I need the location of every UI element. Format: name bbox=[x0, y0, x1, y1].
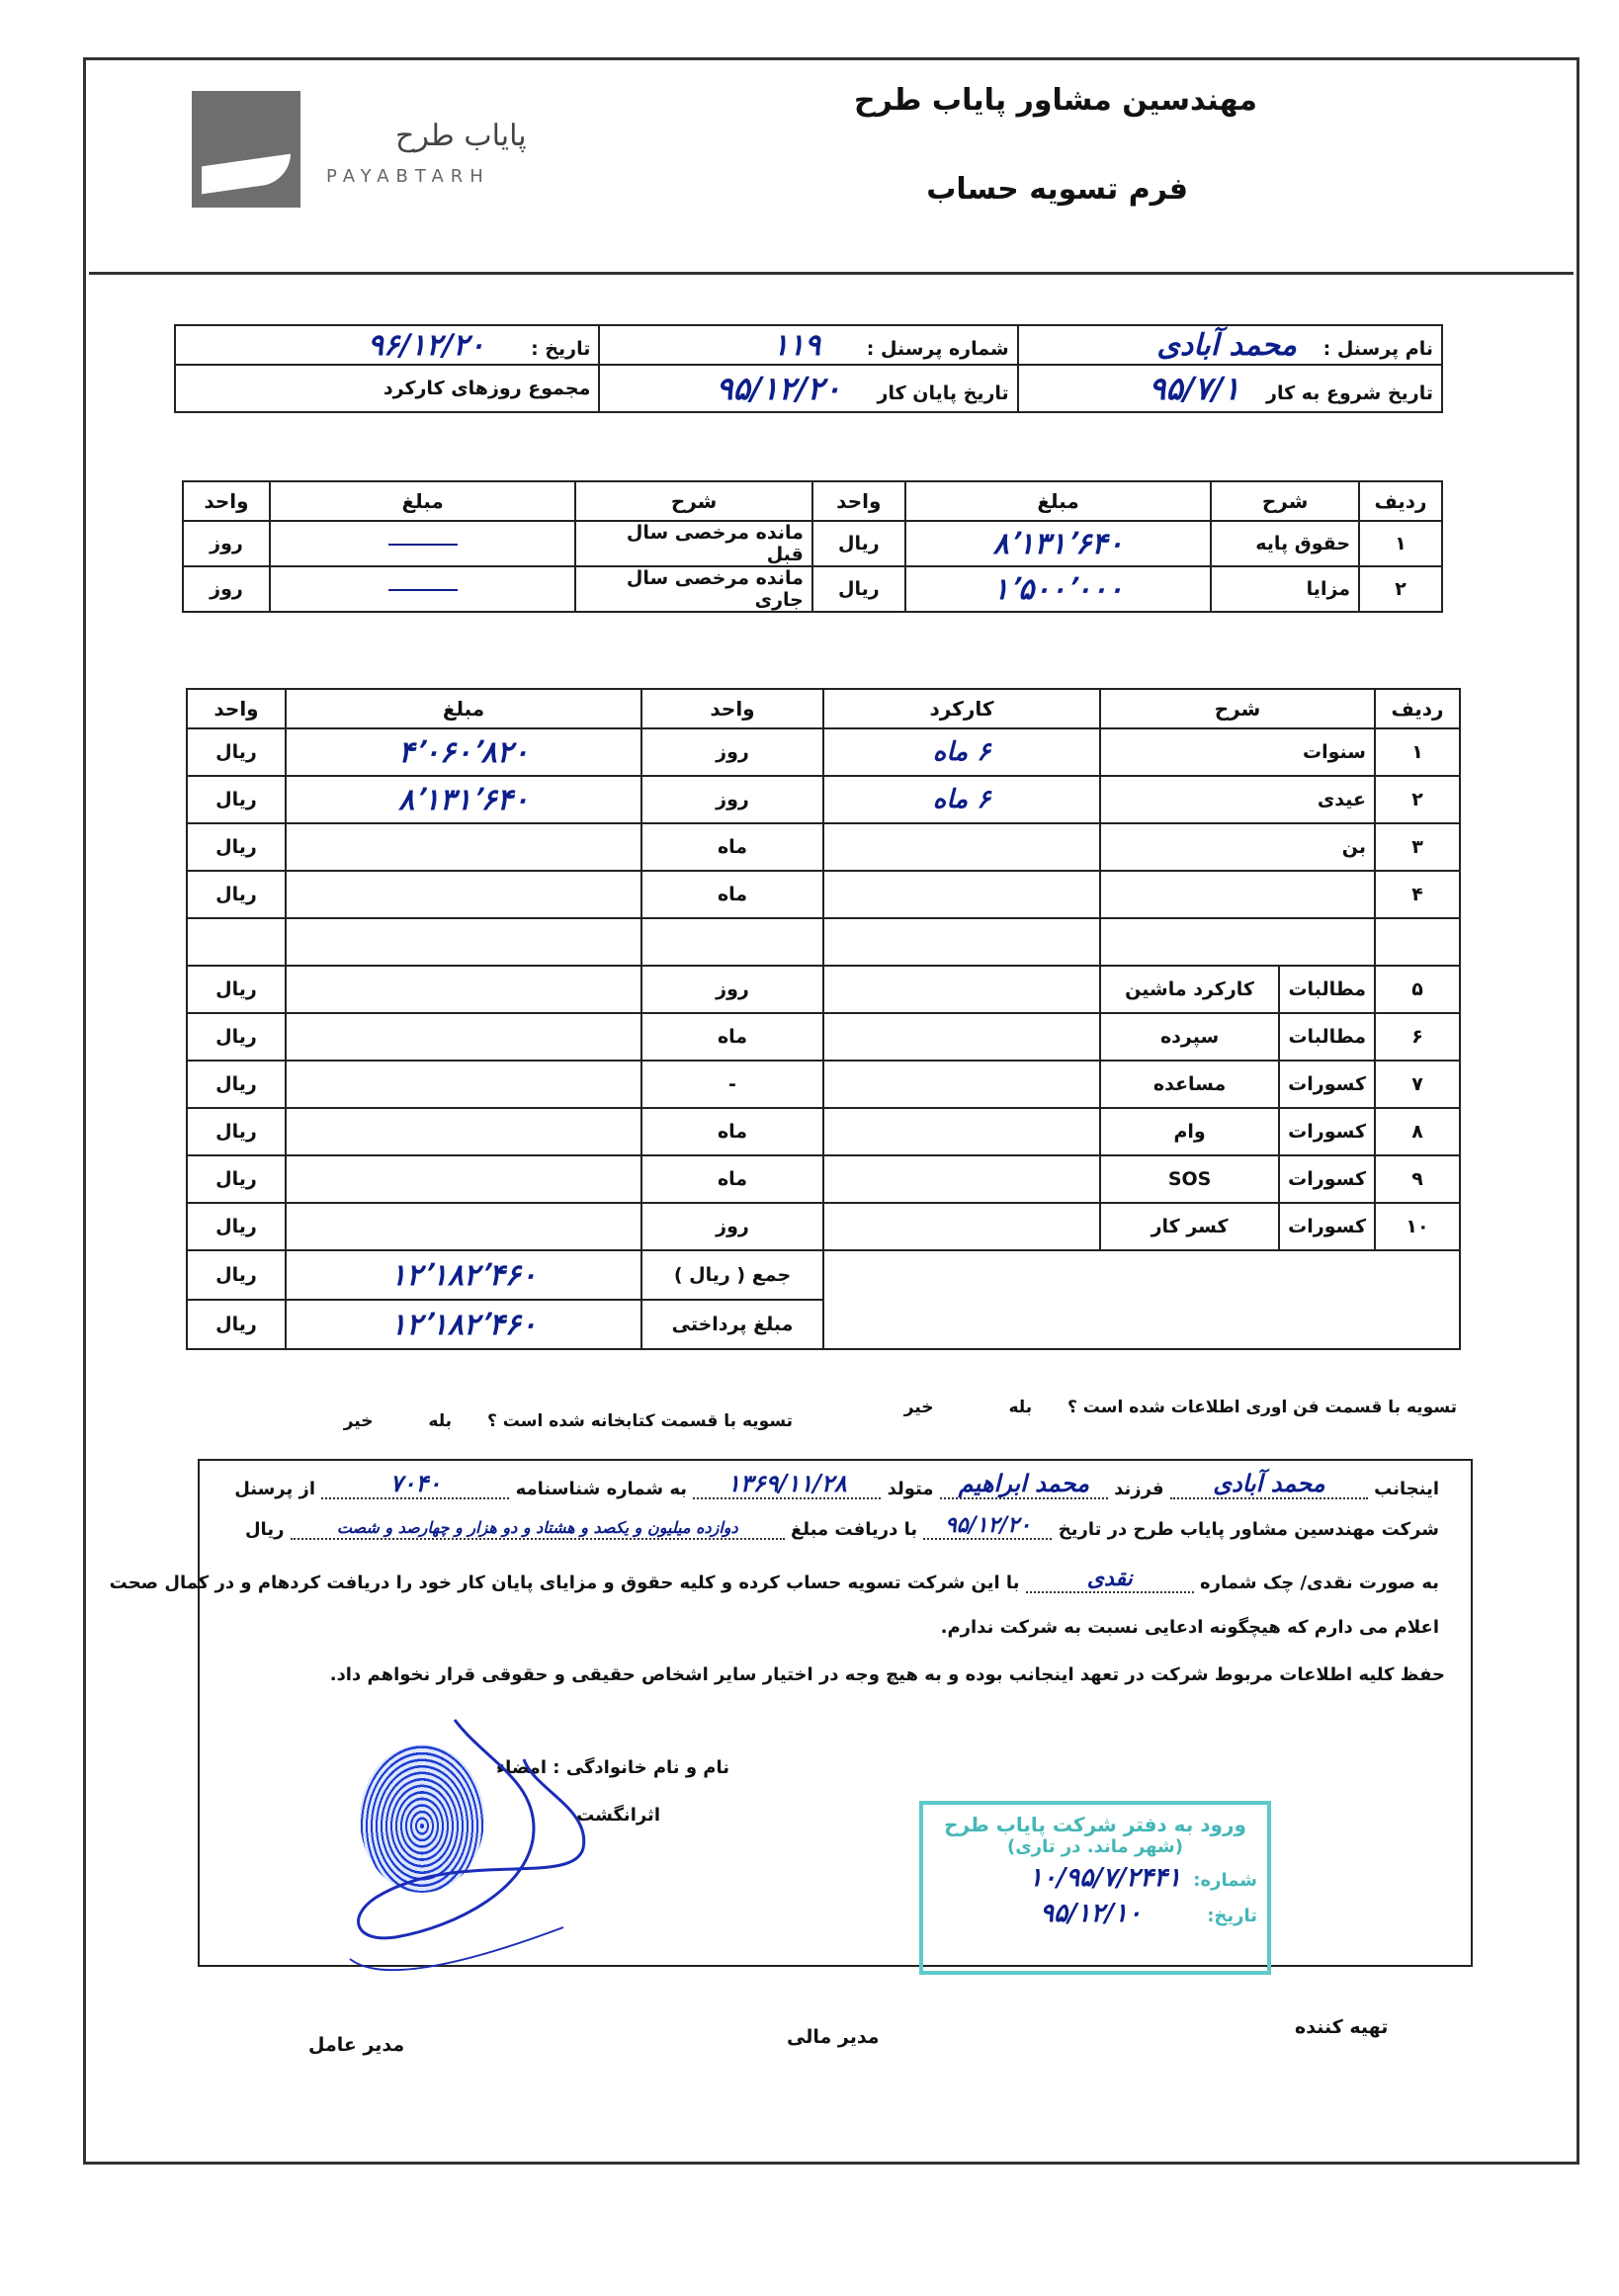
decl-name: محمد آبادی bbox=[1213, 1469, 1325, 1497]
row-work bbox=[823, 871, 1100, 918]
col-unit: واحد bbox=[641, 689, 823, 728]
row-amount: ۸٬۱۳۱٬۶۴۰ bbox=[905, 521, 1212, 566]
row-amount bbox=[286, 918, 641, 966]
decl-text: از پرسنل bbox=[234, 1479, 316, 1499]
row-unit: روز bbox=[641, 966, 823, 1013]
start-label: تاریخ شروع به کار bbox=[1266, 383, 1433, 404]
ceo-label: مدیر عامل bbox=[308, 2034, 405, 2056]
row-amount bbox=[286, 1203, 641, 1250]
col-row: ردیف bbox=[1375, 689, 1460, 728]
table-row bbox=[187, 1108, 1460, 1155]
row-category: مطالبات bbox=[1279, 1013, 1375, 1061]
row-amount bbox=[286, 1061, 641, 1108]
total-label: جمع ( ریال ) bbox=[641, 1250, 823, 1300]
stamp-line-2: (شهر ماند. در تاری) bbox=[1007, 1836, 1183, 1857]
row-num: ۹ bbox=[1375, 1155, 1460, 1203]
row-category: کسورات bbox=[1279, 1061, 1375, 1108]
decl-text: به صورت نقدی/ چک شماره bbox=[1200, 1573, 1439, 1593]
total-value: ۱۲٬۱۸۲٬۴۶۰ bbox=[286, 1250, 641, 1300]
col-currency: واحد bbox=[187, 689, 286, 728]
library-no: خیر bbox=[343, 1411, 374, 1431]
row-category: کسورات bbox=[1279, 1155, 1375, 1203]
signature-mark bbox=[336, 1700, 652, 1997]
row-num: ۱ bbox=[1359, 521, 1442, 566]
number-value: ۱۱۹ bbox=[772, 327, 821, 363]
table-row bbox=[187, 871, 1460, 918]
row-currency: ریال bbox=[187, 823, 286, 871]
row-desc: سپرده bbox=[1100, 1013, 1279, 1061]
row-currency: ریال bbox=[187, 776, 286, 823]
decl-check: نقدی bbox=[1086, 1566, 1133, 1591]
stamp-line-1: ورود به دفتر شرکت پایاب طرح bbox=[944, 1813, 1246, 1836]
row-unit: روز bbox=[641, 776, 823, 823]
declaration-line-5: حفظ کلیه اطلاعات مربوط شرکت در تعهد اینجانب بوده و به هیچ وجه در اختیار سایر اشخاص حقیقی و حقوقی قرار نخواهم داد. bbox=[329, 1664, 1445, 1685]
row-unit: روز bbox=[641, 1203, 823, 1250]
col-row: ردیف bbox=[1359, 481, 1442, 521]
table-row bbox=[187, 776, 1460, 823]
row-unit bbox=[641, 918, 823, 966]
row-unit: روز bbox=[641, 728, 823, 776]
row-desc: کسر کار bbox=[1100, 1203, 1279, 1250]
table-row bbox=[187, 1061, 1460, 1108]
form-header bbox=[89, 63, 1574, 275]
row-work bbox=[823, 918, 1100, 966]
row-amount2 bbox=[270, 566, 575, 612]
row-work bbox=[823, 1108, 1100, 1155]
decl-father: محمد ابراهیم bbox=[958, 1469, 1089, 1497]
it-yes: بله bbox=[1008, 1398, 1033, 1417]
row-currency bbox=[187, 918, 286, 966]
row-amount bbox=[286, 871, 641, 918]
row-num: ۱ bbox=[1375, 728, 1460, 776]
row-currency: ریال bbox=[187, 966, 286, 1013]
row-amount: ۱٬۵۰۰٬۰۰۰ bbox=[905, 566, 1212, 612]
library-yes: بله bbox=[428, 1411, 453, 1431]
salary-table bbox=[182, 480, 1443, 613]
row-unit: ریال bbox=[812, 566, 905, 612]
row-amount bbox=[286, 966, 641, 1013]
payable-currency: ریال bbox=[187, 1300, 286, 1349]
row-desc: بن bbox=[1100, 823, 1375, 871]
stamp-number: ۱۰/۹۵/۷/۲۴۴۱ bbox=[1028, 1863, 1181, 1893]
row-desc: حقوق پایه bbox=[1211, 521, 1359, 566]
row-work bbox=[823, 1203, 1100, 1250]
col-desc2: شرح bbox=[575, 481, 812, 521]
table-row bbox=[187, 1013, 1460, 1061]
row-num: ۵ bbox=[1375, 966, 1460, 1013]
logo-text-en: PAYABTARH bbox=[326, 166, 490, 187]
row-num bbox=[1375, 918, 1460, 966]
end-value: ۹۵/۱۲/۲۰ bbox=[716, 370, 841, 407]
decl-date: ۹۵/۱۲/۲۰ bbox=[944, 1512, 1031, 1538]
logo-text-fa: پایاب طرح bbox=[395, 119, 527, 153]
settlement-table bbox=[186, 688, 1461, 1350]
date-label: تاریخ : bbox=[531, 337, 591, 360]
row-unit: ریال bbox=[812, 521, 905, 566]
row-work bbox=[823, 823, 1100, 871]
row-desc: کارکرد ماشین bbox=[1100, 966, 1279, 1013]
table-row bbox=[187, 918, 1460, 966]
decl-amount-words: دوازده میلیون و یکصد و هشتاد و دو هزار و چهارصد و شصت bbox=[336, 1518, 738, 1537]
row-desc: سنوات bbox=[1100, 728, 1375, 776]
row-currency: ریال bbox=[187, 1108, 286, 1155]
decl-birth: ۱۳۶۹/۱۱/۲۸ bbox=[726, 1469, 847, 1497]
row-desc2: مانده مرخصی سال قبل bbox=[575, 521, 812, 566]
date-value: ۹۶/۱۲/۲۰ bbox=[367, 327, 485, 363]
row-unit: ماه bbox=[641, 1013, 823, 1061]
col-work: کارکرد bbox=[823, 689, 1100, 728]
row-num: ۸ bbox=[1375, 1108, 1460, 1155]
row-work bbox=[823, 1013, 1100, 1061]
table-row bbox=[187, 823, 1460, 871]
library-question: تسویه با قسمت کتابخانه شده است ؟ bbox=[486, 1411, 793, 1431]
row-num: ۷ bbox=[1375, 1061, 1460, 1108]
row-num: ۲ bbox=[1375, 776, 1460, 823]
decl-text: ریال bbox=[244, 1519, 285, 1540]
row-desc: وام bbox=[1100, 1108, 1279, 1155]
row-currency: ریال bbox=[187, 1013, 286, 1061]
col-amount2: مبلغ bbox=[270, 481, 575, 521]
row-unit: - bbox=[641, 1061, 823, 1108]
stamp-number-label: شماره: bbox=[1193, 1870, 1257, 1891]
declaration-line-2 bbox=[245, 1512, 1439, 1540]
row-amount bbox=[286, 1155, 641, 1203]
col-amount: مبلغ bbox=[905, 481, 1212, 521]
row-currency: ریال bbox=[187, 871, 286, 918]
table-row bbox=[183, 566, 1442, 612]
company-logo bbox=[192, 91, 300, 208]
row-currency: ریال bbox=[187, 1155, 286, 1203]
row-work bbox=[823, 1061, 1100, 1108]
personnel-table bbox=[174, 324, 1443, 413]
row-currency: ریال bbox=[187, 728, 286, 776]
row-work: ۶ ماه bbox=[823, 728, 1100, 776]
row-unit: ماه bbox=[641, 1155, 823, 1203]
stamp-date: ۹۵/۱۲/۱۰ bbox=[1040, 1899, 1142, 1928]
end-label: تاریخ پایان کار bbox=[877, 383, 1009, 404]
declaration-line-4: اعلام می دارم که هیچگونه ادعایی نسبت به شرکت ندارم. bbox=[940, 1617, 1439, 1638]
table-row bbox=[187, 728, 1460, 776]
row-amount bbox=[286, 1013, 641, 1061]
declaration-line-1 bbox=[234, 1469, 1439, 1499]
row-amount: ۴٬۰۶۰٬۸۲۰ bbox=[286, 728, 641, 776]
row-work: ۶ ماه bbox=[823, 776, 1100, 823]
library-check bbox=[344, 1411, 793, 1431]
row-desc: مزایا bbox=[1211, 566, 1359, 612]
table-row bbox=[187, 1155, 1460, 1203]
decl-text: با این شرکت تسویه حساب کرده و کلیه حقوق و مزایای پایان کار خود را دریافت کردهام و در کمال صحت bbox=[109, 1573, 1020, 1593]
decl-text: متولد bbox=[887, 1479, 934, 1499]
number-label: شماره پرسنل : bbox=[866, 337, 1009, 360]
form-title: فرم تسویه حساب bbox=[926, 172, 1188, 207]
workdays-label: مجموع روزهای کارکرد bbox=[383, 378, 591, 399]
row-desc: مساعده bbox=[1100, 1061, 1279, 1108]
it-check bbox=[904, 1398, 1457, 1417]
col-unit: واحد bbox=[812, 481, 905, 521]
row-amount: ۸٬۱۳۱٬۶۴۰ bbox=[286, 776, 641, 823]
row-desc: عیدی bbox=[1100, 776, 1375, 823]
total-currency: ریال bbox=[187, 1250, 286, 1300]
col-desc: شرح bbox=[1100, 689, 1375, 728]
row-amount bbox=[286, 1108, 641, 1155]
company-name: مهندسین مشاور پایاب طرح bbox=[853, 83, 1257, 118]
payable-value: ۱۲٬۱۸۲٬۴۶۰ bbox=[286, 1300, 641, 1349]
row-work bbox=[823, 966, 1100, 1013]
col-desc: شرح bbox=[1211, 481, 1359, 521]
table-row bbox=[187, 966, 1460, 1013]
row-unit: ماه bbox=[641, 1108, 823, 1155]
table-row bbox=[187, 1203, 1460, 1250]
payable-label: مبلغ پرداختی bbox=[641, 1300, 823, 1349]
total-row bbox=[187, 1250, 1460, 1300]
decl-text: شرکت مهندسین مشاور پایاب طرح در تاریخ bbox=[1058, 1519, 1439, 1540]
row-desc bbox=[1100, 871, 1375, 918]
row-category: کسورات bbox=[1279, 1203, 1375, 1250]
row-unit2: روز bbox=[183, 521, 270, 566]
it-no: خیر bbox=[903, 1398, 934, 1417]
name-value: محمد آبادی bbox=[1156, 327, 1297, 363]
name-label: نام پرسنل : bbox=[1322, 337, 1433, 360]
row-num: ۶ bbox=[1375, 1013, 1460, 1061]
declaration-line-3 bbox=[110, 1566, 1439, 1593]
it-question: تسویه با قسمت فن اوری اطلاعات شده است ؟ bbox=[1067, 1398, 1457, 1417]
row-work bbox=[823, 1155, 1100, 1203]
col-amount: مبلغ bbox=[286, 689, 641, 728]
finance-manager-label: مدیر مالی bbox=[787, 2026, 880, 2048]
decl-id: ۷۰۴۰ bbox=[389, 1469, 442, 1497]
sign-label: نام و نام خانوادگی : امضاء bbox=[495, 1757, 729, 1778]
row-num: ۱۰ bbox=[1375, 1203, 1460, 1250]
stamp-date-label: تاریخ: bbox=[1207, 1906, 1257, 1926]
payable-row bbox=[187, 1300, 1460, 1349]
fingerprint-label: اثرانگشت bbox=[576, 1805, 660, 1826]
row-unit: ماه bbox=[641, 823, 823, 871]
decl-text: فرزند bbox=[1114, 1479, 1164, 1499]
col-unit2: واحد bbox=[183, 481, 270, 521]
row-desc: SOS bbox=[1100, 1155, 1279, 1203]
decl-text: اینجانب bbox=[1374, 1479, 1439, 1499]
row-amount2 bbox=[270, 521, 575, 566]
row-desc2: مانده مرخصی سال جاری bbox=[575, 566, 812, 612]
row-num: ۴ bbox=[1375, 871, 1460, 918]
row-unit2: روز bbox=[183, 566, 270, 612]
table-row bbox=[183, 521, 1442, 566]
row-amount bbox=[286, 823, 641, 871]
row-category: مطالبات bbox=[1279, 966, 1375, 1013]
preparer-label: تهیه کننده bbox=[1295, 2016, 1389, 2038]
row-unit: ماه bbox=[641, 871, 823, 918]
decl-text: با دریافت مبلغ bbox=[791, 1519, 918, 1540]
row-desc bbox=[1100, 918, 1375, 966]
decl-text: به شماره شناسنامه bbox=[515, 1479, 688, 1499]
row-category: کسورات bbox=[1279, 1108, 1375, 1155]
registration-stamp bbox=[919, 1801, 1271, 1975]
start-value: ۹۵/۷/۱ bbox=[1149, 370, 1240, 407]
row-currency: ریال bbox=[187, 1203, 286, 1250]
row-currency: ریال bbox=[187, 1061, 286, 1108]
row-num: ۲ bbox=[1359, 566, 1442, 612]
row-num: ۳ bbox=[1375, 823, 1460, 871]
